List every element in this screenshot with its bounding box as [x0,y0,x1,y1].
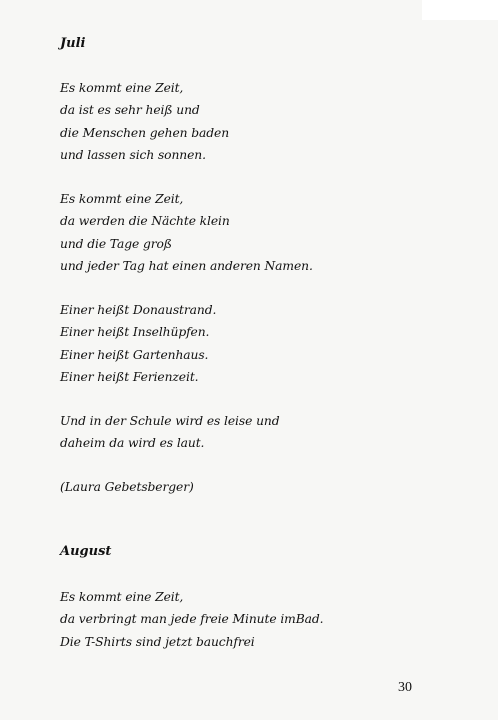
verse-line: daheim da wird es laut. [60,436,205,451]
verse-line: die Menschen gehen baden [60,125,230,140]
verse-line: da werden die Nächte klein [60,214,230,229]
page-number: 30 [398,680,412,695]
verse-line: und jeder Tag hat einen anderen Namen. [60,258,313,273]
stanza-2 [60,188,313,277]
verse-line: da verbringt man jede freie Minute imBad. [60,612,324,627]
verse-line: Es kommt eine Zeit, [60,590,184,604]
author-name: (Laura Gebetsberger) [60,480,194,494]
verse-line: Und in der Schule wird es leise und [60,414,280,428]
verse-line: Einer heißt Inselhüpfen. [60,325,210,340]
stanza-4 [60,410,280,455]
stanza-3 [60,299,216,388]
verse-line: und die Tage groß [60,236,172,251]
verse-line: da ist es sehr heiß und [60,103,200,118]
verse-line: Einer heißt Ferienzeit. [60,369,199,384]
verse-line: und lassen sich sonnen. [60,147,206,162]
verse-line: Einer heißt Donaustrand. [60,303,217,317]
verse-line: Es kommt eine Zeit, [60,192,184,206]
author-credit [60,476,194,498]
verse-line: Es kommt eine Zeit, [60,81,184,95]
verse-line: Einer heißt Gartenhaus. [60,347,209,362]
stanza-august-1 [60,586,323,653]
stanza-1 [60,77,229,166]
verse-line: Die T-Shirts sind jetzt bauchfrei [60,634,255,649]
poem-title-juli: Juli [60,36,86,51]
poem-title-august: August [60,544,112,559]
